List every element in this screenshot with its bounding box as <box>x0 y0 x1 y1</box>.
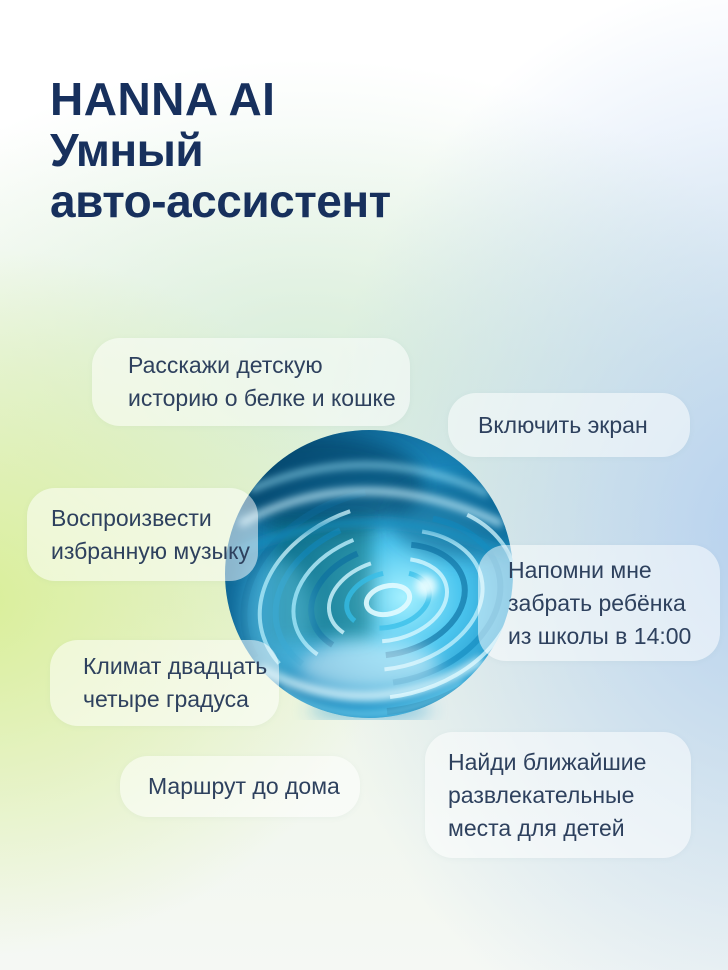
title-line-auto-assistant: авто-ассистент <box>50 175 391 227</box>
bubble-text: Маршрут до дома <box>148 773 340 799</box>
bubble-text: Расскажи детскую историю о белке и кошке <box>128 352 396 411</box>
bubble-text: Напомни мне забрать ребёнка из школы в 14:00 <box>508 556 692 649</box>
voice-command-bubble-climate <box>50 640 279 726</box>
page-title <box>50 74 391 227</box>
bubble-text: Климат двадцать четыре градуса <box>83 653 268 712</box>
bubble-text: Включить экран <box>478 411 648 438</box>
brand-name: HANNA AI <box>50 73 276 125</box>
bubble-text: Найди ближайшие развлекательные места для детей <box>448 748 647 841</box>
voice-command-bubble-music <box>27 488 258 581</box>
bubble-text: Воспроизвести избранную музыку <box>51 504 250 564</box>
title-line-umny: Умный <box>50 124 204 176</box>
voice-command-bubble-reminder <box>478 545 720 661</box>
voice-command-bubble-screen <box>448 393 690 457</box>
voice-command-bubble-places <box>425 732 691 858</box>
voice-command-bubble-story <box>92 338 410 426</box>
voice-command-bubble-route <box>120 756 360 817</box>
